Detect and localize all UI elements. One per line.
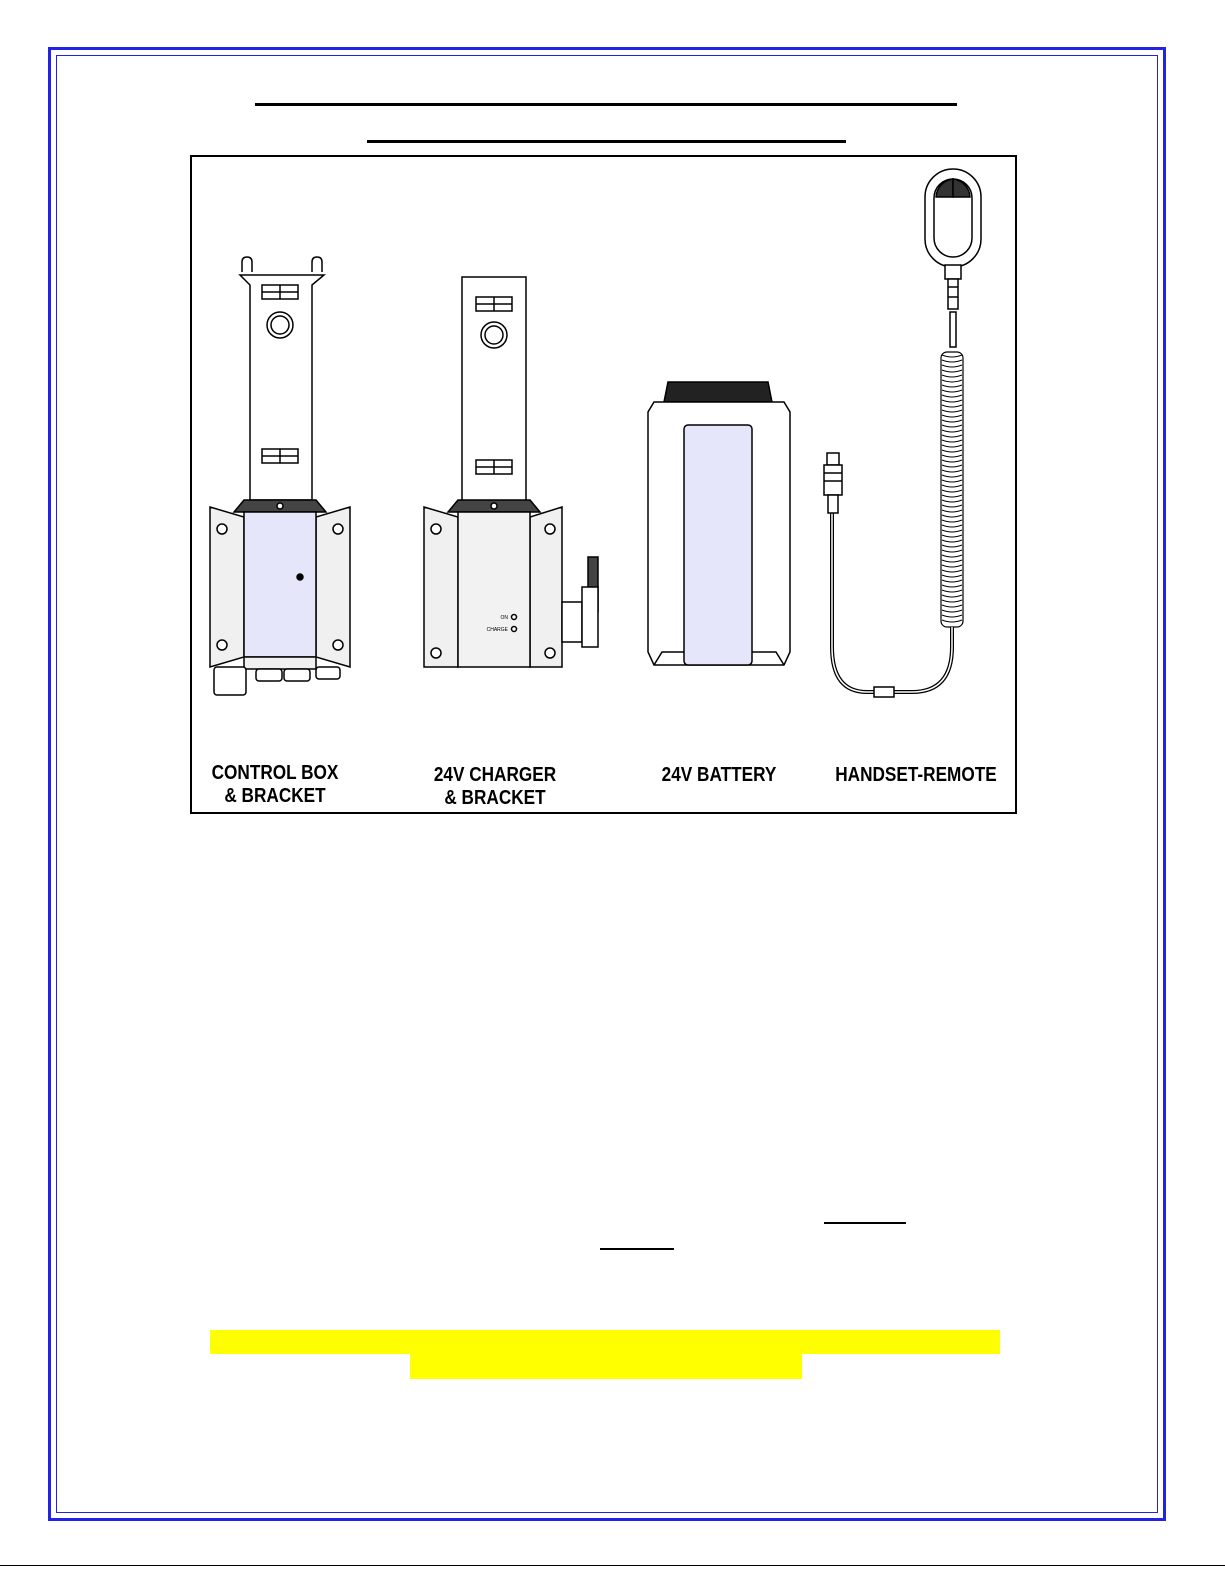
title-rule-1: [255, 103, 957, 106]
charger-led-on-label: ON: [500, 615, 508, 621]
charger-illustration: [424, 277, 598, 667]
underline-mark-1: [824, 1222, 906, 1224]
caption-battery: [646, 764, 792, 787]
bottom-page-rule: [0, 1565, 1225, 1566]
caption-control-box-line-2: & BRACKET: [224, 785, 326, 807]
components-figure: [190, 155, 1017, 814]
title-rule-2: [367, 140, 846, 143]
control-box-illustration: [210, 257, 350, 695]
charger-led-charge-label: CHARGE: [486, 627, 508, 633]
handset-illustration: [824, 169, 981, 697]
caption-charger-line-1: 24V CHARGER: [433, 764, 557, 786]
highlight-bar-1: [210, 1330, 1000, 1354]
caption-handset: [832, 764, 1001, 787]
caption-control-box-line-1: CONTROL BOX: [211, 762, 339, 784]
battery-illustration: [648, 382, 790, 665]
highlight-bar-2: [410, 1354, 802, 1379]
caption-handset-line-1: HANDSET-REMOTE: [835, 764, 997, 786]
caption-charger: [422, 764, 568, 810]
caption-battery-line-1: 24V BATTERY: [661, 764, 777, 786]
caption-control-box: [202, 762, 348, 808]
underline-mark-2: [600, 1248, 674, 1250]
caption-charger-line-2: & BRACKET: [444, 787, 546, 809]
